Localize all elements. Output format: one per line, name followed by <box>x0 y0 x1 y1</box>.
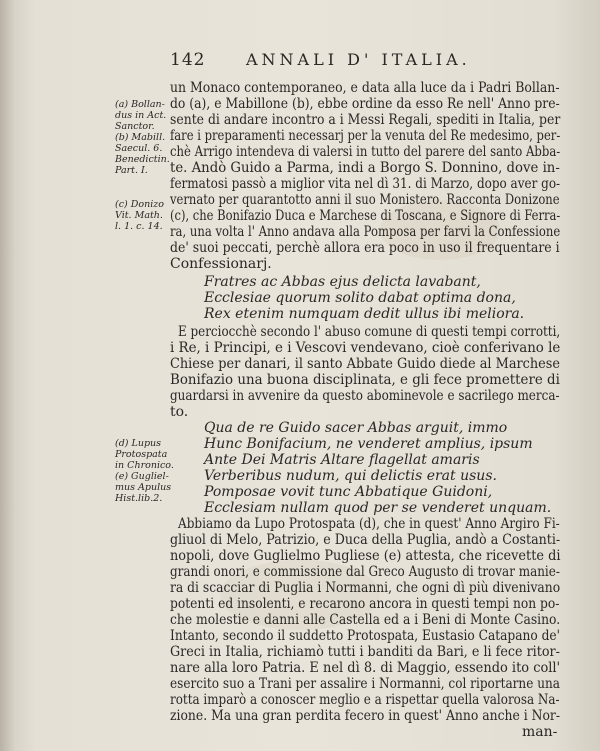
margin-note: Vit. Math. <box>115 210 163 221</box>
margin-note: Saecul. 6. <box>115 143 163 154</box>
verse-line: Ecclesiae quorum solito dabat optima dona, <box>204 290 516 306</box>
page-header <box>170 50 560 70</box>
text-line: rotta imparò a conoscer meglio e a rispettar quella valorosa Na- <box>170 692 560 708</box>
text-line: de' suoi peccati, perchè allora era poco in uso il frequentare i <box>170 240 560 256</box>
verse-line: Rex etenim numquam dedit ullus ibi meliora. <box>204 306 525 322</box>
text-line: vernato per quarantotto anni il suo Monistero. Racconta Donizone <box>170 192 560 208</box>
verse-line: Verberibus nudum, qui delictis erat usus. <box>204 468 497 484</box>
text-line: potenti ed insolenti, e recarono ancora in questi tempi non po- <box>170 596 560 612</box>
margin-note: Benedictin. <box>115 154 170 165</box>
verse-line: Ecclesiam nullam quod per se venderet unquam. <box>204 500 552 516</box>
margin-note: dus in Act. <box>115 110 167 121</box>
text-line: Intanto, secondo il suddetto Protospata, Eustasio Catapano de' <box>170 628 561 644</box>
margin-note: (e) Gugliel- <box>115 471 169 482</box>
margin-note: (a) Bollan- <box>115 99 165 110</box>
verse-line: Ante Dei Matris Altare flagellat amaris <box>204 452 480 468</box>
text-line: gliuol di Melo, Patrizio, e Duca della Puglia, andò a Costanti- <box>170 532 561 548</box>
margin-note: (b) Mabill. <box>115 132 166 143</box>
running-title: ANNALI D' ITALIA. <box>246 50 471 69</box>
text-line: grandi onori, e commissione dal Greco Augusto di trovar manie- <box>170 564 560 580</box>
text-line: E perciocchè secondo l' abuso comune di questi tempi corrotti, <box>178 324 561 340</box>
margin-note: (c) Donizo <box>115 199 164 210</box>
margin-note: in Chronico. <box>115 460 174 471</box>
text-line: Greci in Italia, richiamò tutti i banditi da Bari, e li fece ritor- <box>170 644 560 660</box>
text-line: nare alla loro Patria. E nel dì 8. di Maggio, essendo ito coll' <box>170 660 561 676</box>
text-line: chè Arrigo intendeva di valersi in tutto del parere del santo Abba- <box>170 144 561 160</box>
text-line: sente di andare incontro a i Messi Regali, spediti in Italia, per <box>170 112 561 128</box>
verse-line: Hunc Bonifacium, ne venderet amplius, ipsum <box>204 436 533 452</box>
margin-note: Protospata <box>115 449 168 460</box>
text-line: nopoli, dove Guglielmo Pugliese (e) attesta, che ricevette di <box>170 548 561 564</box>
text-line: do (a), e Mabillone (b), ebbe ordine da esso Re nell' Anno pre- <box>170 96 560 112</box>
text-line: esercito suo a Trani per assalire i Normanni, col riportarne una <box>170 676 560 692</box>
margin-note: Hist.lib.2. <box>115 493 163 504</box>
verse-line: Pomposae vovit tunc Abbatique Guidoni, <box>204 484 493 500</box>
text-line: ra, una volta l' Anno andava alla Pomposa per farvi la Confessione <box>170 224 561 240</box>
text-line: un Monaco contemporaneo, e data alla luce da i Padri Bollan- <box>170 80 560 96</box>
text-line: ra di scacciar di Puglia i Normanni, che ogni dì più divenivano <box>170 580 561 596</box>
margin-note: Sanctor. <box>115 121 155 132</box>
text-line: zione. Ma una gran perdita fecero in quest' Anno anche i Nor- <box>170 708 561 724</box>
text-line: fare i preparamenti necessarj per la venuta del Re medesimo, per- <box>170 128 561 144</box>
text-line: fermatosi passò a miglior vita nel dì 31. di Marzo, dopo aver go- <box>170 176 561 192</box>
text-line: (c), che Bonifazio Duca e Marchese di Toscana, e Signore di Ferra- <box>170 208 561 224</box>
verse-line: Qua de re Guido sacer Abbas arguit, immo <box>204 420 508 436</box>
catchword: man- <box>522 724 558 740</box>
text-line: Confessionarj. <box>170 256 272 272</box>
text-line: te. Andò Guido a Parma, indi a Borgo S. Donnino, dove in- <box>170 160 560 176</box>
verse-line: Fratres ac Abbas ejus delicta lavabant, <box>204 274 481 290</box>
margin-note: mus Apulus <box>115 482 172 493</box>
text-line: Chiese per danari, il santo Abbate Guido diede al Marchese <box>170 356 561 372</box>
text-line: i Re, i Principi, e i Vescovi vendevano, cioè conferivano le <box>170 340 561 356</box>
text-line: che molestie e danni alle Castella ed a i Beni di Monte Casino. <box>170 612 561 628</box>
text-line: Abbiamo da Lupo Protospata (d), che in quest' Anno Argiro Fi- <box>178 516 560 532</box>
margin-note: l. 1. c. 14. <box>115 221 163 232</box>
margin-note: Part. I. <box>115 165 148 176</box>
text-line: guardarsi in avvenire da questo abominevole e sacrilego merca- <box>170 388 560 404</box>
text-line: to. <box>170 404 189 420</box>
page-number: 142 <box>170 50 206 70</box>
margin-note: (d) Lupus <box>115 438 162 449</box>
text-line: Bonifazio una buona disciplinata, e gli fece promettere di <box>170 372 560 388</box>
gutter-shadow <box>0 0 14 751</box>
